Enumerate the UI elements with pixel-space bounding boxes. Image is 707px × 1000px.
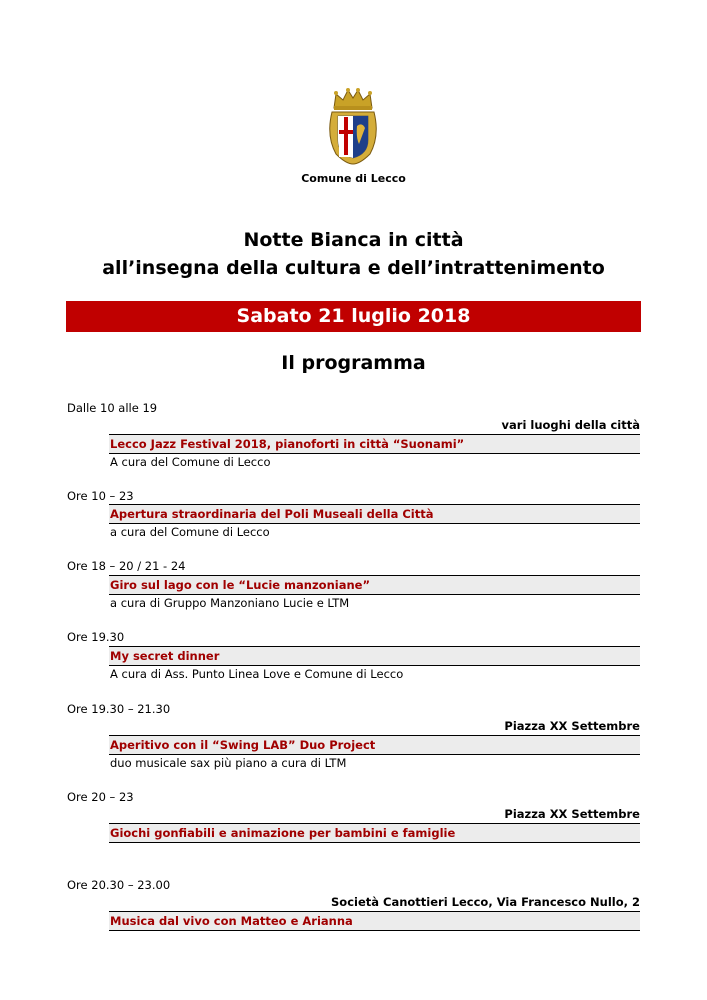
entry-time: Ore 19.30 – 21.30 <box>67 702 171 716</box>
entry-place: Società Canottieri Lecco, Via Francesco Nullo, 2 <box>331 895 640 909</box>
entry-time: Ore 18 – 20 / 21 - 24 <box>67 559 186 573</box>
entry-time: Dalle 10 alle 19 <box>67 401 158 415</box>
entry-event-title: Musica dal vivo con Matteo e Arianna <box>109 912 640 931</box>
coat-of-arms-icon <box>326 86 380 166</box>
entry-event-title: Apertura straordinaria del Poli Museali della Città <box>109 505 640 524</box>
entry-event-title: Giochi gonfiabili e animazione per bambini e famiglie <box>109 824 640 843</box>
title-line-2: all’insegna della cultura e dell’intrattenimento <box>102 257 605 279</box>
entry-place: vari luoghi della città <box>501 418 640 432</box>
entry-event-title: My secret dinner <box>109 647 640 666</box>
entry-event-title: Lecco Jazz Festival 2018, pianoforti in città “Suonami” <box>109 435 640 454</box>
entry-event-title: Giro sul lago con le “Lucie manzoniane” <box>109 576 640 595</box>
entry-organizer: a cura del Comune di Lecco <box>110 525 270 539</box>
municipality-name: Comune di Lecco <box>301 172 406 185</box>
entry-time: Ore 10 – 23 <box>67 489 134 503</box>
title-line-1: Notte Bianca in città <box>243 229 464 251</box>
entry-place: Piazza XX Settembre <box>504 719 640 733</box>
program-heading: Il programma <box>281 352 426 374</box>
entry-time: Ore 20.30 – 23.00 <box>67 878 171 892</box>
entry-organizer: A cura del Comune di Lecco <box>110 455 271 469</box>
date-banner: Sabato 21 luglio 2018 <box>66 301 641 332</box>
entry-organizer: duo musicale sax più piano a cura di LTM <box>110 756 347 770</box>
entry-organizer: a cura di Gruppo Manzoniano Lucie e LTM <box>110 596 350 610</box>
entry-time: Ore 19.30 <box>67 630 125 644</box>
entry-place: Piazza XX Settembre <box>504 807 640 821</box>
entry-time: Ore 20 – 23 <box>67 790 134 804</box>
entry-organizer: A cura di Ass. Punto Linea Love e Comune di Lecco <box>110 667 404 681</box>
entry-event-title: Aperitivo con il “Swing LAB” Duo Project <box>109 736 640 755</box>
